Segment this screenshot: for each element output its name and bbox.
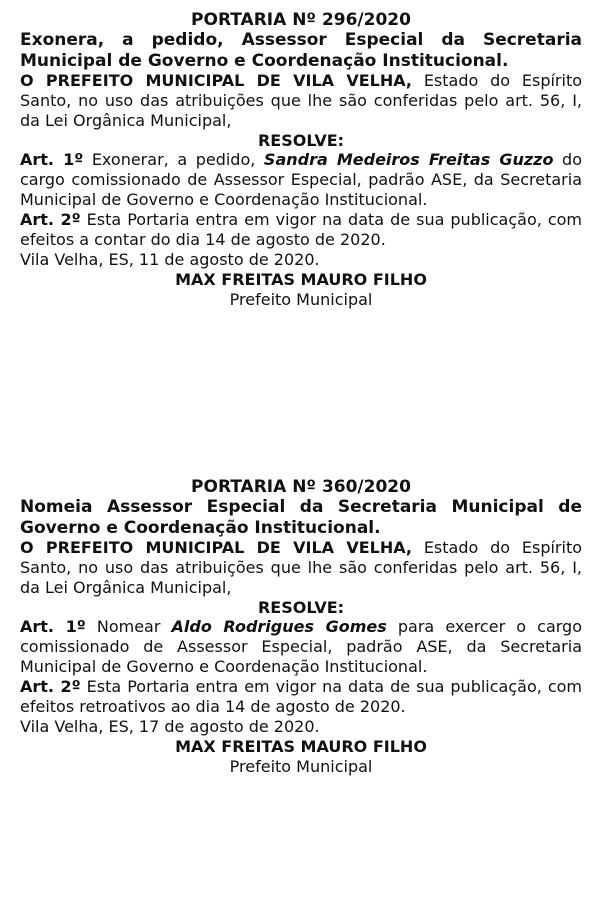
resolve-heading: RESOLVE: <box>257 131 345 150</box>
article-2-text: Esta Portaria entra em vigor na data de sua publicação, com efeitos retroativos ao dia 14 de agosto de 2020. <box>20 677 582 716</box>
preamble-authority: O PREFEITO MUNICIPAL DE VILA VELHA, <box>20 71 412 90</box>
article-2 <box>20 677 582 717</box>
preamble-text: Estado do Espírito Santo, no uso das atribuições que lhe são conferidas pelo art. 56, I, da Lei Orgânica Municipal, <box>20 71 583 130</box>
portaria-ementa: Exonera, a pedido, Assessor Especial da Secretaria Municipal de Governo e Coordenação Institucional. <box>20 30 582 71</box>
portaria-ementa: Nomeia Assessor Especial da Secretaria Municipal de Governo e Coordenação Institucional. <box>20 497 582 538</box>
portaria-title: PORTARIA Nº 296/2020 <box>191 10 411 30</box>
article-1-text-pre: Exonerar, a pedido, <box>83 150 264 169</box>
article-2-text: Esta Portaria entra em vigor na data de sua publicação, com efeitos a contar do dia 14 de agosto de 2020. <box>20 210 582 249</box>
preamble-text: Estado do Espírito Santo, no uso das atribuições que lhe são conferidas pelo art. 56, I, da Lei Orgânica Municipal, <box>20 538 583 597</box>
preamble-authority: O PREFEITO MUNICIPAL DE VILA VELHA, <box>20 538 412 557</box>
signer-name: MAX FREITAS MAURO FILHO <box>175 270 427 289</box>
place-date: Vila Velha, ES, 11 de agosto de 2020. <box>20 250 320 269</box>
article-2-label: Art. 2º <box>20 210 81 229</box>
signer-role: Prefeito Municipal <box>229 290 373 309</box>
portaria-360 <box>20 477 582 777</box>
signer-role: Prefeito Municipal <box>229 757 373 776</box>
article-1-text-pre: Nomear <box>85 617 172 636</box>
article-2-label: Art. 2º <box>20 677 81 696</box>
signer-name: MAX FREITAS MAURO FILHO <box>175 737 427 756</box>
article-1-person-name: Aldo Rodrigues Gomes <box>171 617 387 636</box>
article-1-label: Art. 1º <box>20 617 86 636</box>
portaria-296 <box>20 10 582 310</box>
article-1-text-post: do cargo comissionado de Assessor Especial, padrão ASE, da Secretaria Municipal de Governo e Coordenação Institucional. <box>20 150 582 209</box>
article-2 <box>20 210 582 250</box>
resolve-heading: RESOLVE: <box>257 598 345 617</box>
article-1-label: Art. 1º <box>20 150 84 169</box>
article-1-person-name: Sandra Medeiros Freitas Guzzo <box>263 150 554 169</box>
article-1 <box>20 150 582 210</box>
preamble <box>20 71 582 131</box>
article-1-text-post: para exercer o cargo comissionado de Assessor Especial, padrão ASE, da Secretaria Municipal de Governo e Coordenação Institucional. <box>20 617 582 676</box>
place-date: Vila Velha, ES, 17 de agosto de 2020. <box>20 717 320 736</box>
portaria-title: PORTARIA Nº 360/2020 <box>191 477 411 497</box>
preamble <box>20 538 582 598</box>
article-1 <box>20 617 582 677</box>
